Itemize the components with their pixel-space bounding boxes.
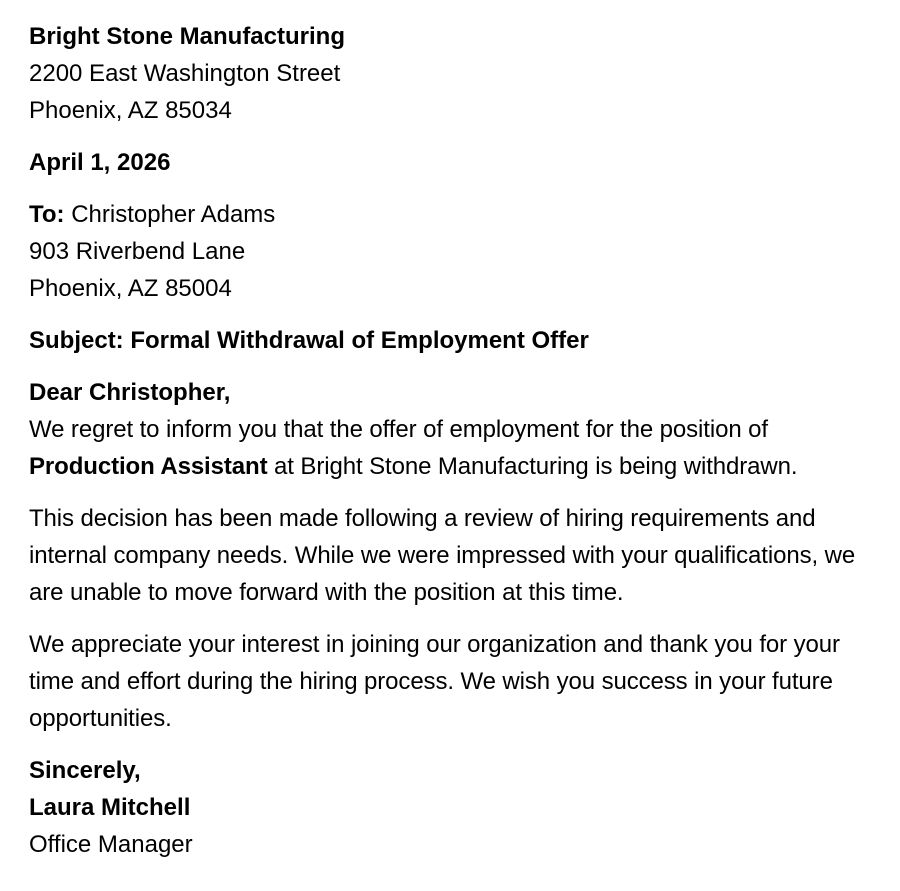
- recipient-to-label: To:: [29, 201, 65, 228]
- recipient-name-line: [29, 196, 862, 233]
- recipient-address-block: [29, 196, 862, 307]
- sender-company-name: Bright Stone Manufacturing: [29, 23, 345, 50]
- recipient-city-state-zip: Phoenix, AZ 85004: [29, 275, 232, 302]
- recipient-name: Christopher Adams: [71, 201, 276, 228]
- closing-signature-block: [29, 752, 862, 863]
- sender-address-block: [29, 18, 862, 129]
- subject-block: [29, 322, 862, 359]
- sender-city-state-zip: Phoenix, AZ 85034: [29, 97, 232, 124]
- body-paragraph-1: [29, 411, 862, 485]
- closing-valediction: Sincerely,: [29, 757, 141, 784]
- body-paragraph-2: This decision has been made following a review of hiring requirements and internal company needs. While we were impressed with your qualifications, we are unable to move forward with the position at this time.: [29, 505, 856, 606]
- subject-line: Subject: Formal Withdrawal of Employment Offer: [29, 327, 589, 354]
- salutation: Dear Christopher,: [29, 379, 231, 406]
- letter-date: April 1, 2026: [29, 149, 171, 176]
- salutation-block: [29, 374, 862, 411]
- signer-title: Office Manager: [29, 831, 193, 858]
- sender-street-address: 2200 East Washington Street: [29, 60, 341, 87]
- body-paragraph-1-lead: We regret to inform you that the offer of employment for the position of: [29, 416, 768, 443]
- recipient-street-address: 903 Riverbend Lane: [29, 238, 246, 265]
- letter-date-block: [29, 144, 862, 181]
- body-paragraph-3: We appreciate your interest in joining our organization and thank you for your time and effort during the hiring process. We wish you success in your future opportunities.: [29, 631, 840, 732]
- job-position-title: Production Assistant: [29, 453, 268, 480]
- body-paragraph-1-tail: at Bright Stone Manufacturing is being withdrawn.: [267, 453, 798, 480]
- signer-name: Laura Mitchell: [29, 794, 191, 821]
